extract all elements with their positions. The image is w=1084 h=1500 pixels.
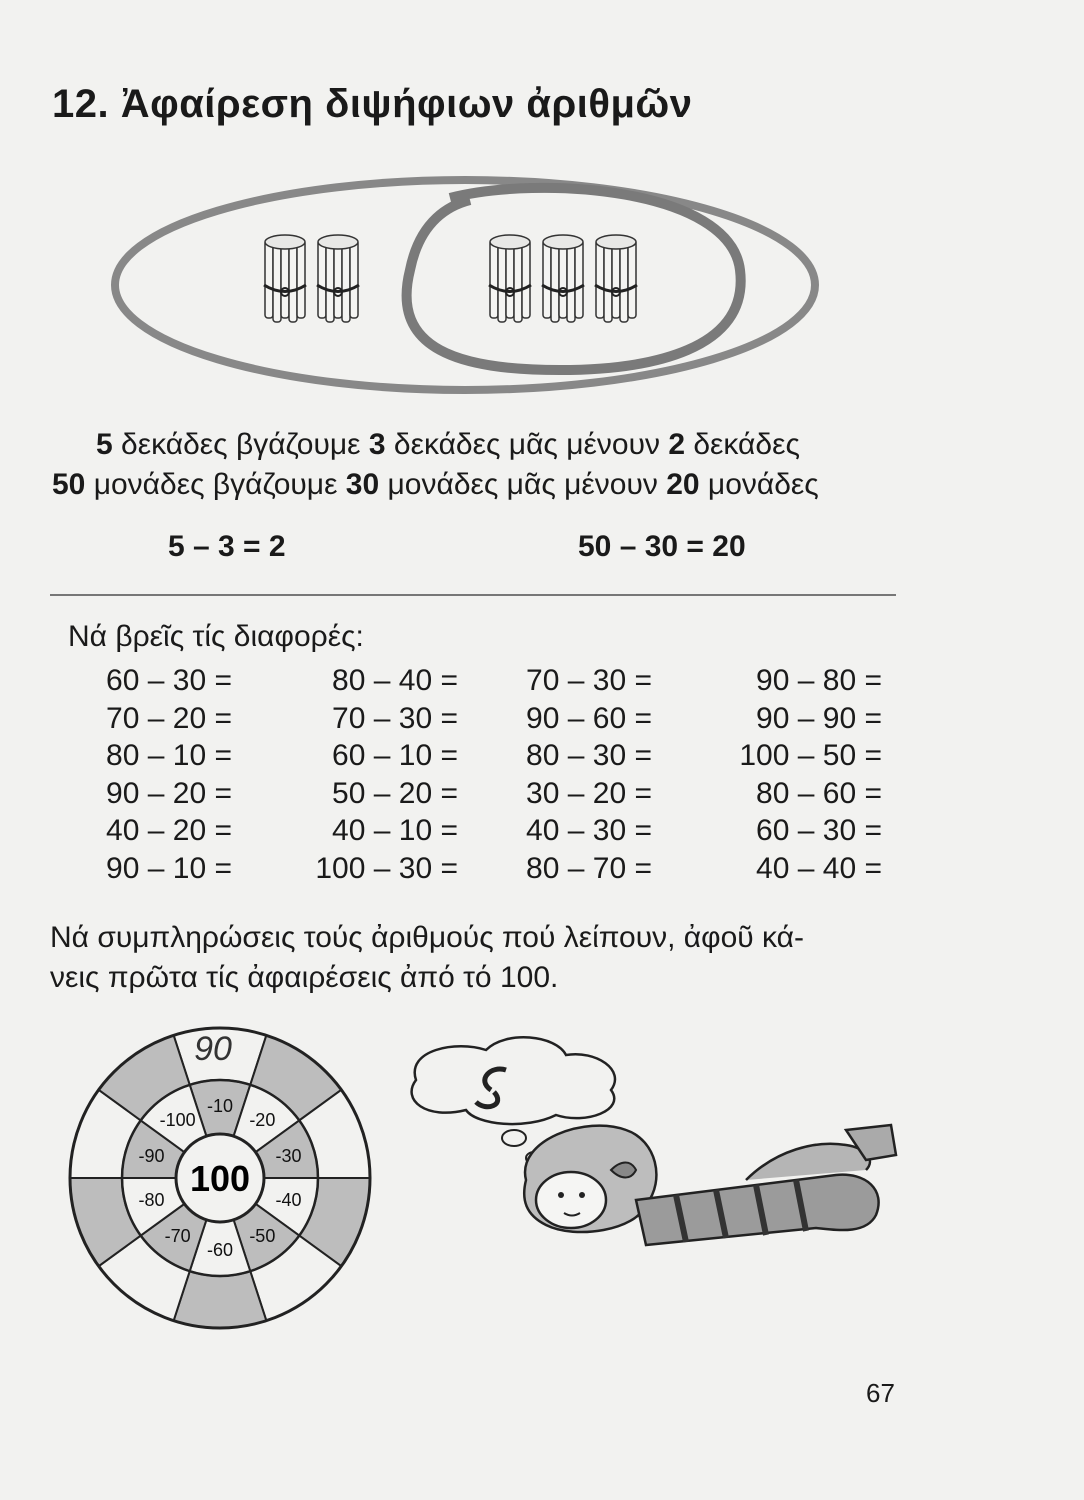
exercise1-column-2 — [315, 662, 458, 887]
subtraction-item: 60 – 30 = — [756, 814, 882, 847]
subtraction-item: 60 – 10 = — [332, 739, 458, 772]
explanation-line-1: 5 δεκάδες βγάζουμε 3 δεκάδες μᾶς μένουν 2 δεκάδες — [96, 428, 800, 461]
exercise1-instruction: Νά βρεῖς τίς διαφορές: — [68, 620, 364, 653]
page-title: 12. Ἀφαίρεση διψήφιων ἀριθμῶν — [52, 82, 693, 126]
exercise1-column-3 — [526, 662, 652, 887]
subtraction-item: 90 – 60 = — [526, 701, 652, 735]
wheel-operation-label: -100 — [159, 1109, 196, 1130]
bundle-of-ten-sticks-icon — [595, 235, 637, 322]
subtraction-item: 90 – 80 = — [756, 664, 882, 697]
equation-units: 50 – 30 = 20 — [578, 530, 746, 563]
exercise1-column-4 — [739, 662, 882, 887]
explanation-line-2: 50 μονάδες βγάζουμε 30 μονάδες μᾶς μένουν 20 μονάδες — [52, 468, 819, 501]
subtraction-item: 40 – 10 = — [332, 814, 458, 847]
wheel-operation-label: -80 — [138, 1190, 165, 1211]
subtraction-item: 90 – 10 = — [106, 851, 232, 885]
page-number: 67 — [866, 1378, 895, 1408]
subtraction-item: 70 – 30 = — [332, 701, 458, 735]
subtraction-item: 70 – 20 = — [106, 701, 232, 735]
wheel-answer-90: 90 — [194, 1030, 232, 1068]
subtraction-item: 40 – 40 = — [756, 851, 882, 885]
subtraction-item: 80 – 70 = — [526, 851, 652, 885]
wheel-operation-label: -50 — [249, 1226, 276, 1247]
subtraction-wheel — [60, 1018, 380, 1338]
equation-tens: 5 – 3 = 2 — [168, 530, 286, 563]
subtraction-item: 40 – 30 = — [526, 814, 652, 847]
subtraction-item: 100 – 30 = — [315, 851, 458, 885]
subtraction-item: 80 – 10 = — [106, 739, 232, 772]
subtraction-item: 80 – 40 = — [332, 664, 458, 697]
wheel-operation-label: -90 — [138, 1145, 165, 1166]
wheel-operation-label: -20 — [249, 1109, 276, 1130]
girl-daydreaming-illustration — [396, 1030, 906, 1280]
subtraction-item: 80 – 60 = — [756, 776, 882, 810]
wheel-operation-label: -70 — [164, 1226, 191, 1247]
wheel-center-number: 100 — [189, 1158, 251, 1199]
exercise1-column-1 — [106, 662, 232, 887]
divider — [50, 594, 896, 596]
subtraction-item: 30 – 20 = — [526, 776, 652, 810]
wheel-operation-label: -10 — [206, 1096, 234, 1116]
subtraction-item: 80 – 30 = — [526, 739, 652, 772]
exercise2-instruction: Νά συμπληρώσεις τούς ἀριθμούς πού λείπουν, ἀφοῦ κά- νεις πρῶτα τίς ἀφαιρέσεις ἀπό τό 100. — [50, 921, 804, 994]
wheel-operation-label: -40 — [275, 1190, 302, 1211]
subtraction-item: 70 – 30 = — [526, 664, 652, 697]
subtraction-item: 90 – 90 = — [756, 701, 882, 735]
wheel-operation-label: -60 — [206, 1240, 234, 1260]
bundle-of-ten-sticks-icon — [542, 235, 584, 322]
subtraction-item: 60 – 30 = — [106, 664, 232, 697]
subtraction-item: 50 – 20 = — [332, 776, 458, 810]
subtraction-item: 40 – 20 = — [106, 814, 232, 847]
subtraction-item: 100 – 50 = — [739, 739, 882, 772]
bundles-illustration — [90, 160, 850, 410]
bundle-of-ten-sticks-icon — [317, 235, 359, 322]
wheel-operation-label: -30 — [275, 1145, 302, 1166]
girl-face — [536, 1172, 606, 1228]
subtraction-item: 90 – 20 = — [106, 776, 232, 810]
thought-bubble — [412, 1037, 615, 1124]
bundle-of-ten-sticks-icon — [264, 235, 306, 322]
bundle-of-ten-sticks-icon — [489, 235, 531, 322]
